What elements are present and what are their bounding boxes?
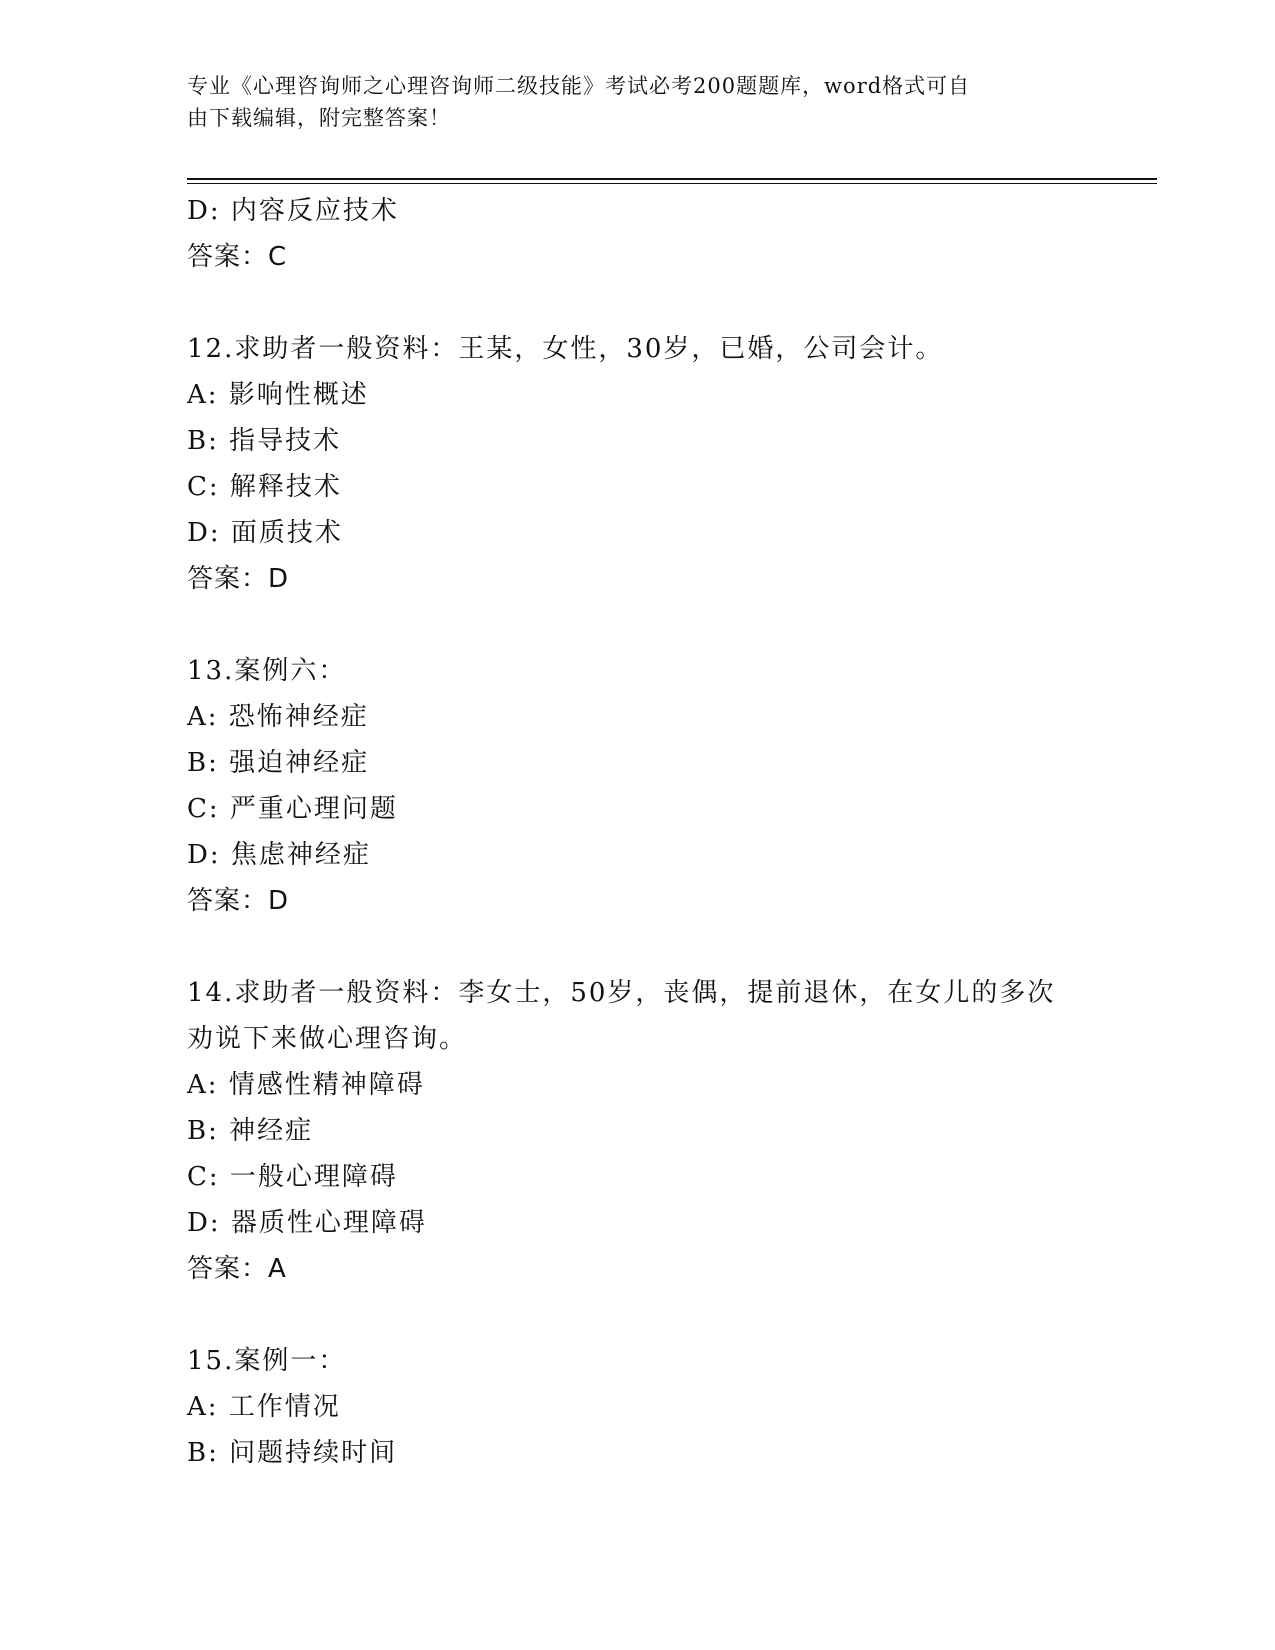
question-line: D: 面质技术 [187,518,343,548]
question-line: A: 情感性精神障碍 [187,1070,425,1100]
question-line: C: 解释技术 [187,472,342,502]
question-line: 15.案例一： [187,1346,347,1376]
question-line: D: 内容反应技术 [187,196,399,226]
question-line: 14.求助者一般资料：李女士，50岁，丧偶，提前退休，在女儿的多次 [187,978,1056,1008]
question-line: B: 指导技术 [187,426,342,456]
spacer [187,1292,1087,1338]
question-line: B: 强迫神经症 [187,748,370,778]
question-list [187,188,1087,1476]
document-header [187,70,1087,134]
spacer [187,602,1087,648]
header-divider-thin [187,183,1157,184]
spacer [187,280,1087,326]
question-line: D: 焦虑神经症 [187,840,371,870]
question-line: B: 问题持续时间 [187,1438,398,1468]
question-line: C: 一般心理障碍 [187,1162,398,1192]
spacer [187,924,1087,970]
question-line: C: 严重心理问题 [187,794,398,824]
question-line: 劝说下来做心理咨询。 [187,1024,468,1054]
question-line: D: 器质性心理障碍 [187,1208,427,1238]
header-divider-thick [187,178,1157,180]
question-line: A: 恐怖神经症 [187,702,369,732]
question-line: 12.求助者一般资料：王某，女性，30岁，已婚，公司会计。 [187,334,944,364]
question-line: B: 神经症 [187,1116,314,1146]
question-line: 13.案例六： [187,656,347,686]
answer-line: 答案：D [187,564,290,594]
header-line-1: 专业《心理咨询师之心理咨询师二级技能》考试必考200题题库，word格式可自 [187,74,971,98]
header-line-2: 由下载编辑，附完整答案！ [187,106,451,130]
answer-line: 答案：A [187,1254,287,1284]
question-line: A: 影响性概述 [187,380,369,410]
answer-line: 答案：D [187,886,290,916]
answer-line: 答案：C [187,242,288,272]
question-line: A: 工作情况 [187,1392,341,1422]
